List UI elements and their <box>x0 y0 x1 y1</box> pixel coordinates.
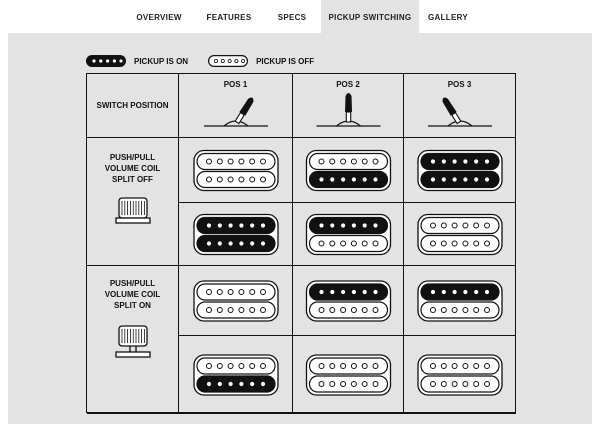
toggle-switch-right-icon <box>404 74 516 138</box>
coil-off <box>310 358 388 374</box>
humbucker-pickup-icon <box>404 336 516 414</box>
knob-pushed-icon <box>113 190 153 230</box>
coil-off <box>421 236 499 252</box>
coil-off <box>421 376 499 392</box>
pickup-cell-s2-r2-pos1 <box>179 336 293 414</box>
toggle-switch-center-icon <box>293 74 404 138</box>
humbucker-pickup-icon <box>293 203 404 266</box>
coil-off <box>310 302 388 318</box>
tab-pickup-switching[interactable]: PICKUP SWITCHING <box>321 0 419 33</box>
coil-off <box>421 218 499 234</box>
pickup-cell-s2-r2-pos2 <box>293 336 404 414</box>
coil-off <box>421 358 499 374</box>
section-label-line: PUSH/PULL <box>109 279 156 288</box>
knob-pulled-icon <box>113 324 153 364</box>
tab-features[interactable]: FEATURES <box>206 13 252 22</box>
tab-bar <box>0 0 600 33</box>
pickup-cell-s2-r1-pos2 <box>293 266 404 336</box>
tab-specs[interactable]: SPECS <box>277 13 307 22</box>
coil-off <box>310 154 388 170</box>
coil-off <box>197 172 275 188</box>
pickup-cell-s1-r1-pos3 <box>404 138 516 203</box>
pickup-cell-s1-r1-pos2 <box>293 138 404 203</box>
humbucker-pickup-icon <box>179 203 293 266</box>
section-label-line: PUSH/PULL <box>109 153 156 162</box>
coil-off <box>197 154 275 170</box>
coil-off <box>310 236 388 252</box>
legend-coil-off-icon <box>208 55 248 67</box>
legend-off-label: PICKUP IS OFF <box>256 56 315 66</box>
legend <box>86 54 334 68</box>
tab-gallery[interactable]: GALLERY <box>427 13 469 22</box>
humbucker-pickup-icon <box>404 266 516 336</box>
section-label-line: SPLIT OFF <box>112 175 153 184</box>
humbucker-pickup-icon <box>179 266 293 336</box>
section-label-text <box>87 278 178 311</box>
humbucker-pickup-icon <box>293 138 404 203</box>
legend-coil-on-icon <box>86 55 126 67</box>
humbucker-pickup-icon <box>404 138 516 203</box>
toggle-switch-left-icon <box>179 74 293 138</box>
humbucker-pickup-icon <box>179 336 293 414</box>
section-label-2 <box>87 266 179 414</box>
coil-off <box>197 358 275 374</box>
position-header-2 <box>293 74 404 138</box>
position-label: POS 1 <box>223 80 248 89</box>
tab-overview[interactable]: OVERVIEW <box>136 13 182 22</box>
section-label-line: VOLUME COIL <box>104 290 161 299</box>
pickup-cell-s1-r2-pos2 <box>293 203 404 266</box>
legend-on-label: PICKUP IS ON <box>134 56 189 66</box>
switching-table <box>86 73 516 413</box>
coil-off <box>310 376 388 392</box>
pickup-cell-s1-r1-pos1 <box>179 138 293 203</box>
humbucker-pickup-icon <box>179 138 293 203</box>
position-header-3 <box>404 74 516 138</box>
pickup-cell-s1-r2-pos3 <box>404 203 516 266</box>
coil-off <box>197 302 275 318</box>
pickup-cell-s2-r1-pos3 <box>404 266 516 336</box>
humbucker-pickup-icon <box>293 336 404 414</box>
coil-off <box>421 302 499 318</box>
pickup-cell-s1-r2-pos1 <box>179 203 293 266</box>
pickup-cell-s2-r1-pos1 <box>179 266 293 336</box>
section-label-text <box>87 152 178 185</box>
position-label: POS 2 <box>336 80 360 89</box>
section-label-1 <box>87 138 179 266</box>
humbucker-pickup-icon <box>404 203 516 266</box>
coil-off <box>197 284 275 300</box>
position-label: POS 3 <box>447 80 472 89</box>
section-label-line: VOLUME COIL <box>104 164 161 173</box>
section-label-line: SPLIT ON <box>114 301 151 310</box>
pickup-cell-s2-r2-pos3 <box>404 336 516 414</box>
humbucker-pickup-icon <box>293 266 404 336</box>
position-header-1 <box>179 74 293 138</box>
switch-position-header: SWITCH POSITION <box>87 74 179 138</box>
